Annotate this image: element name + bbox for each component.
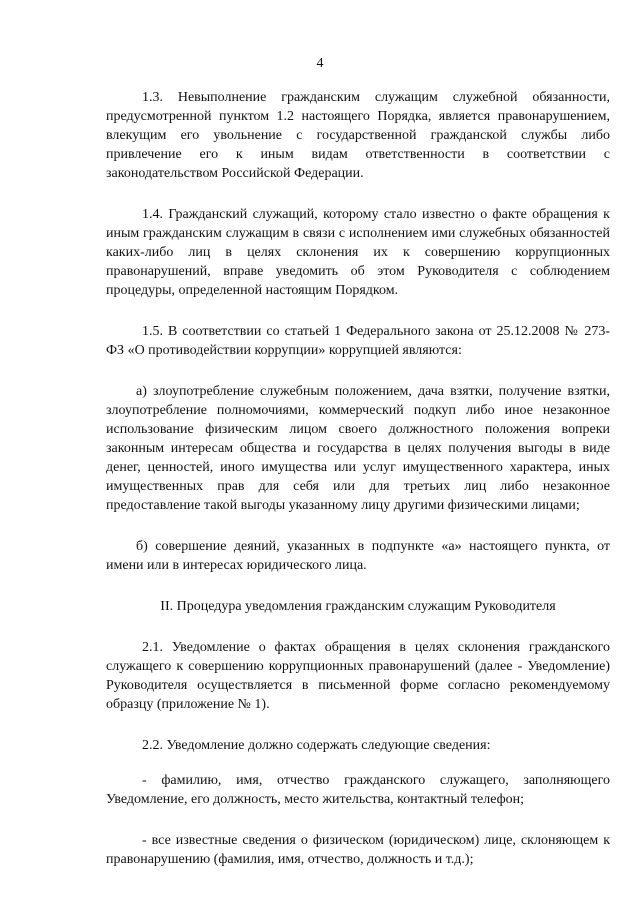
- paragraph-1-3: 1.3. Невыполнение гражданским служащим служебной обязанности, предусмотренной пунктом 1.2 настоящего Порядка, является правонарушением, влекущим его увольнение с государственной гражданской службы либо привлечение его к иным видам ответственности в соответствии с законодательством Российской Федерации.: [106, 90, 610, 181]
- subparagraph-a: а) злоупотребление служебным положением, дача взятки, получение взятки, злоупотребление полномочиями, коммерческий подкуп либо иное незаконное использование физическим лицом своего должностного положения вопреки законным интересам общества и государства в целях получения выгоды в виде денег, ценностей, иного имущества или услуг имущественного характера, иных имущественных прав для себя или для третьих лиц либо незаконное предоставление такой выгоды указанному лицу другими физическими лицами;: [106, 384, 610, 513]
- paragraph-1-5: 1.5. В соответствии со статьей 1 Федерального закона от 25.12.2008 № 273-ФЗ «О противодействии коррупции» коррупцией являются:: [106, 324, 610, 358]
- list-item-2: - все известные сведения о физическом (юридическом) лице, склоняющем к правонарушению (фамилия, имя, отчество, должность и т.д.);: [106, 833, 610, 867]
- list-item-1: - фамилию, имя, отчество гражданского служащего, заполняющего Уведомление, его должность, место жительства, контактный телефон;: [106, 773, 610, 807]
- paragraph-2-2: 2.2. Уведомление должно содержать следующие сведения:: [142, 738, 491, 753]
- paragraph-2-1: 2.1. Уведомление о фактах обращения в целях склонения гражданского служащего к совершению коррупционных правонарушений (далее - Уведомление) Руководителя осуществляется в письменной форме согласно рекомендуемому образцу (приложение № 1).: [106, 640, 610, 712]
- paragraph-1-4: 1.4. Гражданский служащий, которому стало известно о факте обращения к иным гражданским служащим в связи с исполнением ими служебных обязанностей каких-либо лиц в целях склонения их к совершению коррупционных правонарушений, вправе уведомить об этом Руководителя с соблюдением процедуры, определенной настоящим Порядком.: [106, 207, 610, 298]
- page-number: 4: [316, 56, 324, 71]
- subparagraph-b: б) совершение деяний, указанных в подпункте «а» настоящего пункта, от имени или в интересах юридического лица.: [106, 539, 610, 573]
- section-2-heading: II. Процедура уведомления гражданским служащим Руководителя: [160, 599, 556, 614]
- document-body: [106, 88, 610, 869]
